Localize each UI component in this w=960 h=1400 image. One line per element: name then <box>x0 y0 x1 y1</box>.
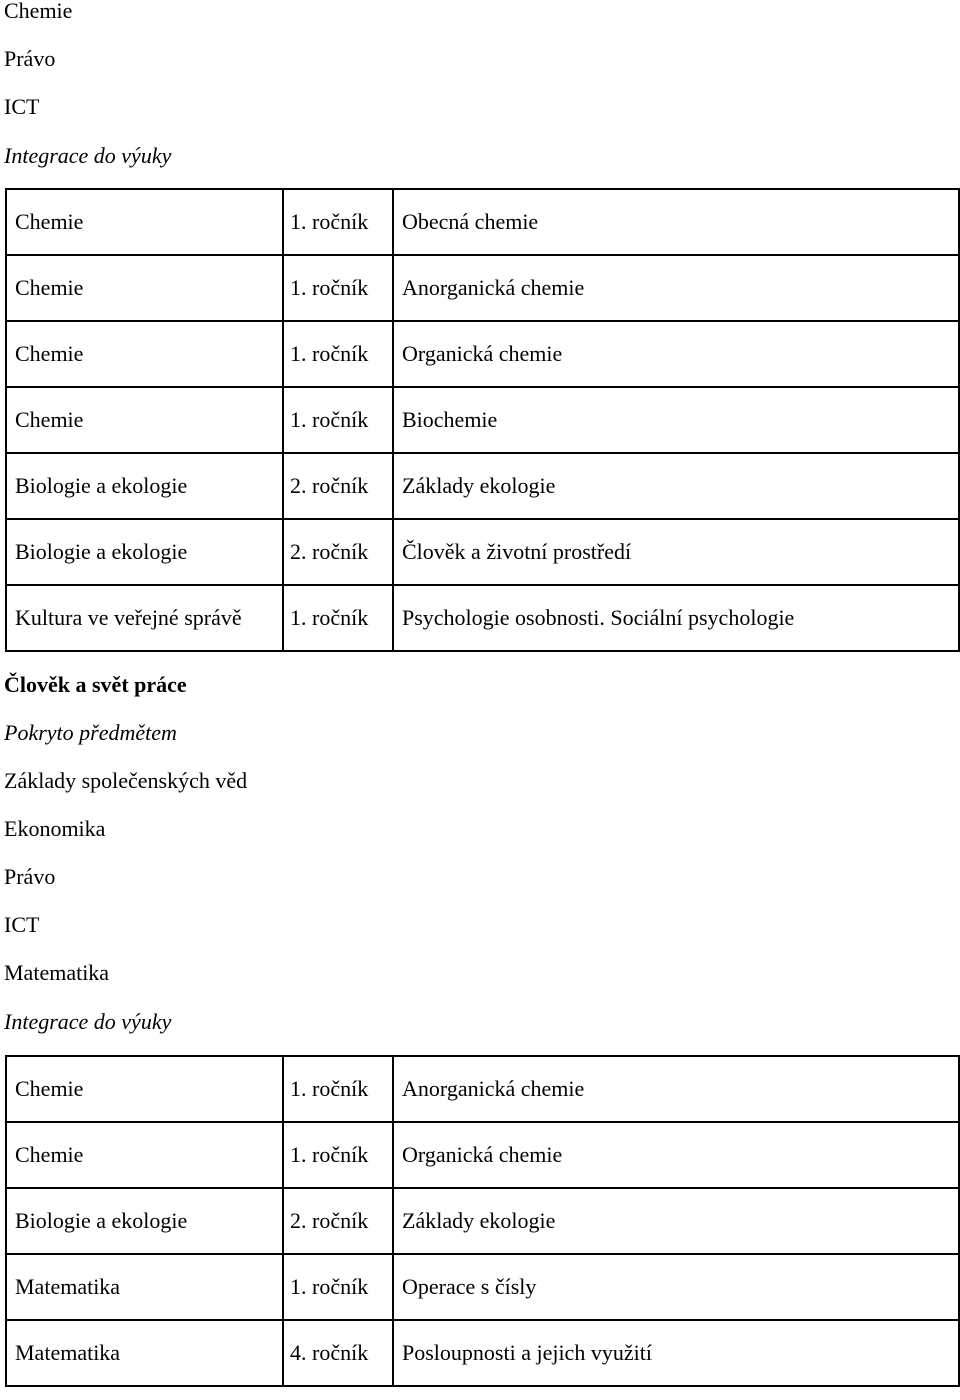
table-row <box>6 519 959 585</box>
year-cell: 1. ročník <box>283 1122 393 1188</box>
year-cell: 1. ročník <box>283 321 393 387</box>
subject-cell: Chemie <box>6 255 283 321</box>
covered-list-item: Ekonomika <box>4 816 106 841</box>
table-row <box>6 1056 959 1122</box>
subject-cell: Chemie <box>6 1122 283 1188</box>
covered-list-item: ICT <box>4 912 40 937</box>
topic-cell: Anorganická chemie <box>393 1056 959 1122</box>
subject-cell: Chemie <box>6 189 283 255</box>
table-row <box>6 1254 959 1320</box>
topic-cell: Anorganická chemie <box>393 255 959 321</box>
top-list-item: ICT <box>4 94 40 119</box>
section-title: Člověk a svět práce <box>4 672 187 697</box>
year-cell: 2. ročník <box>283 453 393 519</box>
covered-list-item: Matematika <box>4 960 110 985</box>
subject-cell: Biologie a ekologie <box>6 1188 283 1254</box>
subject-cell: Matematika <box>6 1254 283 1320</box>
subject-cell: Kultura ve veřejné správě <box>6 585 283 651</box>
year-cell: 1. ročník <box>283 387 393 453</box>
table-row <box>6 1122 959 1188</box>
topic-cell: Biochemie <box>393 387 959 453</box>
topic-cell: Organická chemie <box>393 321 959 387</box>
year-cell: 1. ročník <box>283 1056 393 1122</box>
subject-cell: Chemie <box>6 1056 283 1122</box>
year-cell: 2. ročník <box>283 1188 393 1254</box>
topic-cell: Organická chemie <box>393 1122 959 1188</box>
covered-list-item: Základy společenských věd <box>4 768 248 793</box>
topic-cell: Psychologie osobnosti. Sociální psychologie <box>393 585 959 651</box>
year-cell: 1. ročník <box>283 255 393 321</box>
year-cell: 2. ročník <box>283 519 393 585</box>
table-row <box>6 1188 959 1254</box>
topic-cell: Člověk a životní prostředí <box>393 519 959 585</box>
table-row <box>6 387 959 453</box>
table-row <box>6 255 959 321</box>
year-cell: 1. ročník <box>283 585 393 651</box>
table-row <box>6 585 959 651</box>
integration-table-1 <box>5 188 960 652</box>
topic-cell: Posloupnosti a jejich využití <box>393 1320 959 1386</box>
subject-cell: Chemie <box>6 321 283 387</box>
year-cell: 1. ročník <box>283 189 393 255</box>
topic-cell: Obecná chemie <box>393 189 959 255</box>
year-cell: 4. ročník <box>283 1320 393 1386</box>
integration-table-2 <box>5 1055 960 1387</box>
subject-cell: Chemie <box>6 387 283 453</box>
covered-heading: Pokryto předmětem <box>4 720 177 745</box>
topic-cell: Základy ekologie <box>393 1188 959 1254</box>
subject-cell: Biologie a ekologie <box>6 519 283 585</box>
integration-heading: Integrace do výuky <box>4 1009 172 1034</box>
subject-cell: Matematika <box>6 1320 283 1386</box>
top-list-item: Právo <box>4 46 56 71</box>
subject-cell: Biologie a ekologie <box>6 453 283 519</box>
topic-cell: Základy ekologie <box>393 453 959 519</box>
top-list-item: Chemie <box>4 0 73 23</box>
topic-cell: Operace s čísly <box>393 1254 959 1320</box>
table-row <box>6 189 959 255</box>
table-row <box>6 453 959 519</box>
table-row <box>6 321 959 387</box>
integration-heading: Integrace do výuky <box>4 143 172 168</box>
year-cell: 1. ročník <box>283 1254 393 1320</box>
table-row <box>6 1320 959 1386</box>
covered-list-item: Právo <box>4 864 56 889</box>
